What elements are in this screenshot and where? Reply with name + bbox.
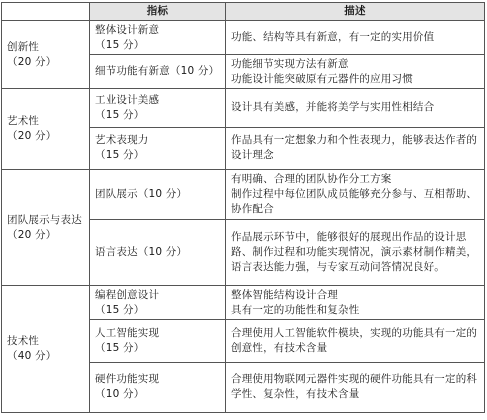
- category-cell-artistry: [2, 89, 90, 169]
- indicator-cell: [90, 89, 226, 127]
- indicator-name: 语言表达（10 分）: [95, 246, 188, 259]
- description-cell: [226, 21, 485, 55]
- description-cell: [226, 320, 485, 362]
- indicator-name: 编程创意设计: [95, 288, 160, 301]
- category-name: 艺术性: [7, 115, 40, 128]
- indicator-cell: [90, 286, 226, 320]
- indicator-cell: [90, 169, 226, 219]
- description-text: 功能、结构等具有新意，有一定的实用价值: [231, 31, 435, 44]
- description-text: 合理使用物联网元器件实现的硬件功能具有一定的科学性、复杂性，有技术含量: [231, 373, 478, 401]
- indicator-cell: [90, 21, 226, 55]
- category-name: 创新性: [7, 40, 40, 53]
- indicator-score: （15 分）: [95, 38, 145, 51]
- table-row: [2, 169, 485, 219]
- header-description-cell: 描述: [226, 3, 485, 21]
- description-text: 功能细节实现方法有新意: [231, 57, 349, 70]
- description-text: 设计具有美感，并能将美学与实用性相结合: [231, 101, 435, 114]
- indicator-score: （15 分）: [95, 108, 145, 121]
- indicator-name: 人工智能实现: [95, 327, 160, 340]
- category-score: （40 分）: [7, 350, 57, 363]
- table-row: [2, 286, 485, 320]
- indicator-cell: [90, 127, 226, 169]
- category-cell-teamwork: [2, 169, 90, 286]
- indicator-cell: [90, 362, 226, 412]
- indicator-name: 整体设计新意: [95, 23, 160, 36]
- indicator-name: 硬件功能实现: [95, 373, 160, 386]
- indicator-cell: [90, 55, 226, 89]
- scoring-rubric-table: [1, 2, 485, 413]
- indicator-score: （15 分）: [95, 303, 145, 316]
- description-cell: [226, 55, 485, 89]
- description-text: 作品具有一定想象力和个性表现力，能够表达作者的设计理念: [231, 134, 478, 162]
- description-text: 作品展示环节中，能够很好的展现出作品的设计思路、制作过程和功能实现情况，演示素材制作精美，语言表达能力强，与专家互动问答情况良好。: [231, 231, 478, 274]
- description-cell: [226, 286, 485, 320]
- indicator-score: （15 分）: [95, 149, 145, 162]
- description-text: 功能设计能突破原有元器件的应用习惯: [231, 72, 413, 85]
- description-cell: [226, 219, 485, 285]
- indicator-score: （10 分）: [95, 388, 145, 401]
- description-cell: [226, 362, 485, 412]
- indicator-cell: [90, 320, 226, 362]
- description-cell: [226, 169, 485, 219]
- category-name: 技术性: [7, 335, 40, 348]
- header-indicator-cell: 指标: [90, 3, 226, 21]
- indicator-cell: [90, 219, 226, 285]
- description-text: 有明确、合理的团队协作分工方案: [231, 172, 392, 185]
- indicator-name: 团队展示（10 分）: [95, 187, 188, 200]
- description-text: 制作过程中每位团队成员能够充分参与、互相帮助、协作配合: [231, 187, 478, 215]
- category-score: （20 分）: [7, 55, 57, 68]
- category-score: （20 分）: [7, 130, 57, 143]
- category-cell-technology: [2, 286, 90, 413]
- category-cell-innovation: [2, 21, 90, 89]
- indicator-name: 细节功能有新意（10 分）: [95, 65, 220, 78]
- indicator-score: （15 分）: [95, 342, 145, 355]
- description-cell: [226, 89, 485, 127]
- indicator-name: 艺术表现力: [95, 134, 149, 147]
- description-cell: [226, 127, 485, 169]
- header-category-cell: [2, 3, 90, 21]
- description-text: 具有一定的功能性和复杂性: [231, 303, 360, 316]
- category-name: 团队展示与表达: [7, 213, 82, 226]
- table-row: [2, 89, 485, 127]
- description-text: 合理使用人工智能软件模块，实现的功能具有一定的创意性，有技术含量: [231, 327, 478, 355]
- table-row: [2, 21, 485, 55]
- table-header-row: [2, 3, 485, 21]
- description-text: 整体智能结构设计合理: [231, 288, 338, 301]
- category-score: （20 分）: [7, 228, 57, 241]
- indicator-name: 工业设计美感: [95, 93, 160, 106]
